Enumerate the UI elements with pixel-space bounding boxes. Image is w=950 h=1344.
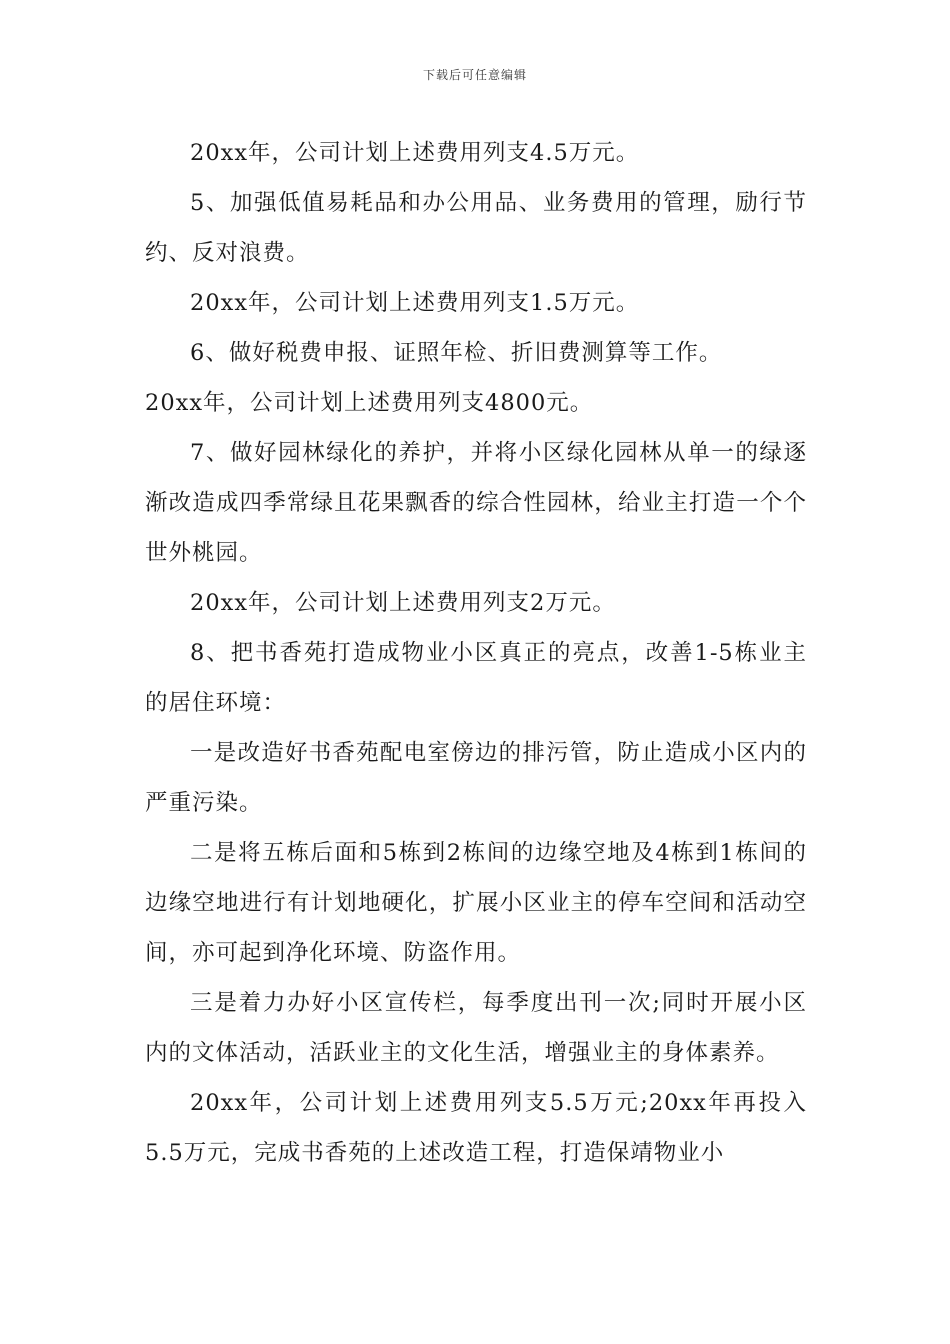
paragraph: 20xx年，公司计划上述费用列支5.5万元;20xx年再投入5.5万元，完成书香苑的上述改造工程，打造保靖物业小 [145, 1090, 807, 1166]
paragraph: 20xx年，公司计划上述费用列支4.5万元。 [190, 140, 640, 166]
paragraph: 5、加强低值易耗品和办公用品、业务费用的管理，励行节约、反对浪费。 [145, 190, 807, 266]
paragraph: 6、做好税费申报、证照年检、折旧费测算等工作。 [190, 340, 723, 366]
paragraph: 一是改造好书香苑配电室傍边的排污管，防止造成小区内的严重污染。 [145, 740, 807, 816]
paragraph: 20xx年，公司计划上述费用列支1.5万元。 [190, 290, 640, 316]
header-note: 下载后可任意编辑 [422, 68, 527, 82]
paragraph: 二是将五栋后面和5栋到2栋间的边缘空地及4栋到1栋间的边缘空地进行有计划地硬化，扩展小区业主的停车空间和活动空间，亦可起到净化环境、防盗作用。 [145, 840, 807, 966]
paragraph: 8、把书香苑打造成物业小区真正的亮点，改善1-5栋业主的居住环境： [145, 640, 807, 716]
paragraph: 7、做好园林绿化的养护，并将小区绿化园林从单一的绿逐渐改造成四季常绿且花果飘香的综合性园林，给业主打造一个个世外桃园。 [145, 440, 807, 566]
document-body [145, 128, 807, 1178]
paragraph: 20xx年，公司计划上述费用列支2万元。 [190, 590, 616, 616]
paragraph: 20xx年，公司计划上述费用列支4800元。 [145, 390, 594, 416]
paragraph: 三是着力办好小区宣传栏，每季度出刊一次;同时开展小区内的文体活动，活跃业主的文化生活，增强业主的身体素养。 [145, 990, 807, 1066]
